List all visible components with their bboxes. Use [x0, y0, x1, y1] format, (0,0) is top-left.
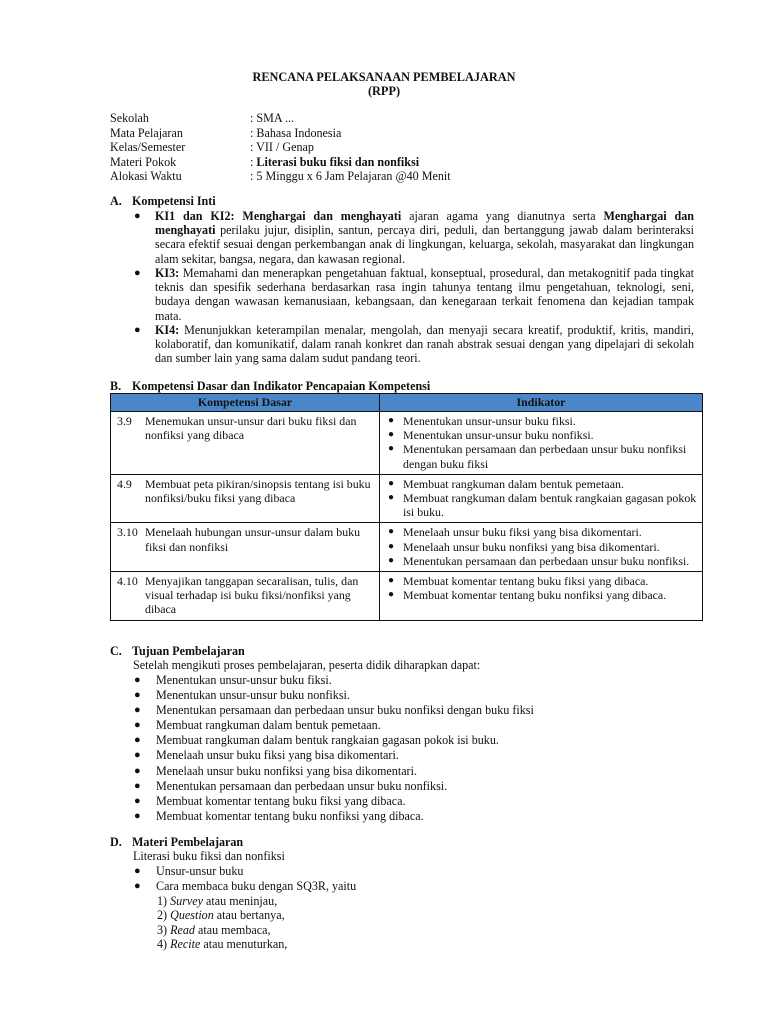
- identity-row-alokasi: [110, 169, 451, 184]
- section-title: Materi Pembelajaran: [132, 835, 244, 849]
- kd-text: Menemukan unsur-unsur dari buku fiksi dan nonfiksi yang dibaca: [145, 414, 357, 443]
- list-item-text: Membuat komentar tentang buku nonfiksi yang dibaca.: [156, 808, 424, 823]
- section-title: Kompetensi Inti: [132, 194, 216, 208]
- list-item-text: Unsur-unsur buku: [156, 864, 244, 878]
- table-header-indikator: Indikator: [380, 394, 703, 412]
- indikator-text: Menentukan unsur-unsur buku nonfiksi.: [403, 428, 594, 443]
- identity-value: : Bahasa Indonesia: [250, 125, 342, 140]
- indikator-item: [386, 428, 698, 442]
- table-row: [111, 523, 703, 572]
- section-letter: C.: [110, 644, 122, 658]
- bullet-icon: ●: [388, 589, 395, 601]
- indikator-item: [386, 525, 698, 539]
- ki-body: Memahami dan menerapkan pengetahuan faktual, konseptual, prosedural, dan metakognitif pada tingkat teknis dan spesifik sederhana berdasarkan rasa ingin tahunya tentang ilmu pengetahuan, teknologi, seni, budaya dengan wawasan kemanusiaan, kebangsaan, dan kenegaraan terkait fenomena dan kejadian tampak mata.: [155, 266, 694, 323]
- bullet-icon: ●: [134, 865, 141, 877]
- ki-text: [155, 323, 694, 366]
- title-line-1: RENCANA PELAKSANAAN PEMBELAJARAN: [252, 70, 516, 84]
- tujuan-intro: Setelah mengikuti proses pembelajaran, peserta didik diharapkan dapat:: [133, 658, 481, 672]
- list-item-text: Membuat rangkuman dalam bentuk rangkaian gagasan pokok isi buku.: [156, 733, 499, 748]
- step-term: Question: [170, 908, 214, 923]
- step-number: 2): [157, 908, 171, 923]
- indikator-item: [386, 414, 698, 428]
- bullet-icon: ●: [134, 704, 141, 717]
- identity-key: Kelas/Semester: [110, 140, 186, 154]
- indikator-cell: [380, 523, 703, 572]
- bullet-icon: ●: [388, 443, 395, 455]
- bullet-icon: ●: [388, 492, 395, 504]
- kd-cell: [111, 523, 380, 572]
- identity-value: : SMA ...: [250, 111, 295, 125]
- indikator-text: Menentukan persamaan dan perbedaan unsur buku nonfiksi dengan buku fiksi: [403, 442, 687, 471]
- list-item: [134, 703, 534, 718]
- ki-label: KI3:: [155, 266, 180, 280]
- bullet-icon: ●: [134, 689, 141, 702]
- list-item-text: Menelaah unsur buku nonfiksi yang bisa dikomentari.: [156, 763, 417, 778]
- section-a-heading: [110, 194, 216, 208]
- list-item-text: Menentukan unsur-unsur buku nonfiksi.: [156, 688, 350, 703]
- sq3r-step: [157, 894, 287, 908]
- indikator-item: [386, 574, 698, 588]
- identity-block: [110, 111, 451, 184]
- list-item: [134, 794, 534, 809]
- bullet-icon: ●: [134, 734, 141, 747]
- materi-list: [134, 864, 356, 894]
- step-text: atau bertanya,: [213, 908, 285, 923]
- sq3r-step: [157, 923, 287, 937]
- indikator-item: [386, 491, 698, 519]
- tujuan-list: [134, 673, 534, 824]
- identity-value: : VII / Genap: [250, 140, 314, 154]
- step-term: Recite: [170, 937, 201, 952]
- table-row: [111, 474, 703, 523]
- kd-cell: [111, 572, 380, 621]
- indikator-cell: [380, 412, 703, 475]
- indikator-cell: [380, 572, 703, 621]
- bullet-icon: ●: [388, 526, 395, 538]
- ki-emphasis: Menghargai dan menghayati: [242, 209, 402, 223]
- list-item: [134, 673, 534, 688]
- list-item: [134, 718, 534, 733]
- identity-key: Alokasi Waktu: [110, 169, 182, 183]
- identity-value-bold: Literasi buku fiksi dan nonfiksi: [256, 154, 420, 169]
- ki-item-3: [134, 266, 694, 323]
- list-item-text: Menentukan persamaan dan perbedaan unsur buku nonfiksi dengan buku fiksi: [156, 703, 534, 718]
- section-letter: A.: [110, 194, 122, 208]
- bullet-icon: ●: [388, 540, 395, 552]
- bullet-icon: ●: [134, 809, 141, 822]
- title-line-2: (RPP): [367, 84, 401, 98]
- section-title: Kompetensi Dasar dan Indikator Pencapaian Kompetensi: [132, 379, 431, 393]
- section-b-heading: [110, 379, 430, 393]
- step-number: 1): [157, 894, 171, 908]
- bullet-icon: ●: [134, 719, 141, 732]
- step-text: atau meninjau,: [203, 894, 278, 908]
- bullet-icon: ●: [388, 415, 395, 426]
- bullet-icon: ●: [134, 779, 141, 792]
- section-letter: D.: [110, 835, 122, 849]
- section-letter: B.: [110, 379, 122, 393]
- step-number: 3): [157, 922, 171, 937]
- step-number: 4): [157, 937, 171, 952]
- indikator-item: [386, 442, 698, 470]
- identity-row-mapel: [110, 126, 451, 141]
- list-item: [134, 764, 534, 779]
- identity-value: : Literasi buku fiksi dan nonfiksi: [250, 154, 420, 169]
- kd-number: 3.10: [117, 525, 138, 540]
- bullet-icon: ●: [134, 794, 141, 807]
- kd-cell: [111, 474, 380, 523]
- indikator-text: Menentukan persamaan dan perbedaan unsur buku nonfiksi.: [403, 553, 690, 568]
- ki-emphasis: Menghargai dan menghayati: [155, 209, 694, 238]
- list-item: [134, 688, 534, 703]
- list-item: [134, 733, 534, 748]
- kd-cell: [111, 412, 380, 475]
- step-text: atau menuturkan,: [200, 937, 288, 952]
- identity-key: Sekolah: [110, 111, 149, 125]
- bullet-icon: ●: [134, 764, 141, 777]
- list-item: [134, 748, 534, 763]
- list-item-text: Menentukan unsur-unsur buku fiksi.: [156, 673, 332, 687]
- table-row: [111, 412, 703, 475]
- indikator-cell: [380, 474, 703, 523]
- step-text: atau membaca,: [194, 922, 271, 937]
- list-item-text: Menentukan persamaan dan perbedaan unsur buku nonfiksi.: [156, 778, 448, 793]
- ki-label: KI4:: [155, 323, 180, 337]
- bullet-icon: ●: [388, 429, 395, 441]
- bullet-icon: ●: [134, 880, 141, 893]
- list-item-text: Menelaah unsur buku fiksi yang bisa dikomentari.: [156, 748, 399, 763]
- step-term: Survey: [170, 894, 204, 908]
- step-term: Read: [170, 922, 195, 937]
- table-header-kd: Kompetensi Dasar: [111, 394, 380, 412]
- table-row: [111, 572, 703, 621]
- kd-number: 4.9: [117, 476, 132, 491]
- indikator-text: Membuat rangkuman dalam bentuk rangkaian gagasan pokok isi buku.: [403, 491, 697, 520]
- indikator-item: [386, 540, 698, 554]
- section-c-heading: [110, 644, 245, 658]
- identity-row-kelas: [110, 140, 451, 155]
- sq3r-steps: [157, 894, 287, 952]
- ki-text: [155, 209, 694, 266]
- list-item: [134, 879, 356, 894]
- identity-key: Materi Pokok: [110, 154, 177, 169]
- kd-indikator-table: [110, 393, 703, 621]
- ki-item-4: [134, 323, 694, 366]
- bullet-icon: ●: [134, 324, 141, 336]
- kd-text: Membuat peta pikiran/sinopsis tentang isi buku nonfiksi/buku fiksi yang dibaca: [145, 476, 371, 506]
- bullet-icon: ●: [388, 477, 395, 489]
- bullet-icon: ●: [388, 575, 395, 587]
- ki-text: [155, 266, 694, 323]
- kd-number: 4.10: [117, 574, 138, 589]
- indikator-text: Menentukan unsur-unsur buku fiksi.: [403, 414, 576, 428]
- indikator-text: Membuat rangkuman dalam bentuk pemetaan.: [403, 476, 624, 491]
- list-item-text: Membuat komentar tentang buku fiksi yang dibaca.: [156, 793, 406, 808]
- list-item: [134, 864, 356, 879]
- bullet-icon: ●: [134, 749, 141, 762]
- indikator-item: [386, 588, 698, 602]
- materi-intro: Literasi buku fiksi dan nonfiksi: [133, 849, 285, 863]
- bullet-icon: ●: [134, 210, 141, 222]
- indikator-text: Membuat komentar tentang buku fiksi yang dibaca.: [403, 574, 649, 589]
- bullet-icon: ●: [388, 554, 395, 566]
- ki-item-1: [134, 209, 694, 266]
- bullet-icon: ●: [134, 267, 141, 279]
- sq3r-step: [157, 908, 287, 922]
- identity-row-sekolah: [110, 111, 451, 126]
- list-item-text: Cara membaca buku dengan SQ3R, yaitu: [156, 879, 357, 894]
- section-d-heading: [110, 835, 243, 849]
- indikator-text: Menelaah unsur buku fiksi yang bisa dikomentari.: [403, 525, 642, 540]
- ki-body: ajaran agama yang dianutnya serta: [401, 209, 604, 223]
- list-item: [134, 779, 534, 794]
- kd-text: Menelaah hubungan unsur-unsur dalam buku fiksi dan nonfiksi: [145, 525, 361, 554]
- indikator-item: [386, 554, 698, 568]
- ki-label: KI1 dan KI2:: [155, 209, 235, 223]
- bullet-icon: ●: [134, 674, 141, 686]
- document-title: [0, 70, 768, 98]
- identity-value: : 5 Minggu x 6 Jam Pelajaran @40 Menit: [250, 169, 451, 183]
- identity-key: Mata Pelajaran: [110, 125, 183, 140]
- ki-body: Menunjukkan keterampilan menalar, mengolah, dan menyaji secara kreatif, produktif, kritis, mandiri, kolaboratif, dan komunikatif, dalam ranah konkret dan ranah abstrak sesuai dengan yang dipelajari di sekolah dan sumber lain yang sama dalam sudut pandang teori.: [155, 323, 694, 366]
- list-item-text: Membuat rangkuman dalam bentuk pemetaan.: [156, 718, 381, 733]
- indikator-item: [386, 477, 698, 491]
- section-title: Tujuan Pembelajaran: [132, 644, 245, 658]
- indikator-text: Membuat komentar tentang buku nonfiksi yang dibaca.: [403, 588, 667, 603]
- kd-number: 3.9: [117, 414, 132, 428]
- list-item: [134, 809, 534, 824]
- table-header-row: [111, 394, 703, 412]
- sq3r-step: [157, 937, 287, 951]
- identity-row-materi: [110, 155, 451, 170]
- ki-body: perilaku jujur, disiplin, santun, percaya diri, peduli, dan bertanggung jawab dalam berinteraksi secara efektif sesuai dengan perkembangan anak di lingkungan, keluarga, sekolah, masyarakat dan lingkungan alam sekitar, bangsa, negara, dan kawasan regional.: [155, 223, 694, 266]
- kd-text: Menyajikan tanggapan secaralisan, tulis, dan visual terhadap isi buku fiksi/nonfiksi yang dibaca: [145, 574, 359, 617]
- indikator-text: Menelaah unsur buku nonfiksi yang bisa dikomentari.: [403, 539, 660, 554]
